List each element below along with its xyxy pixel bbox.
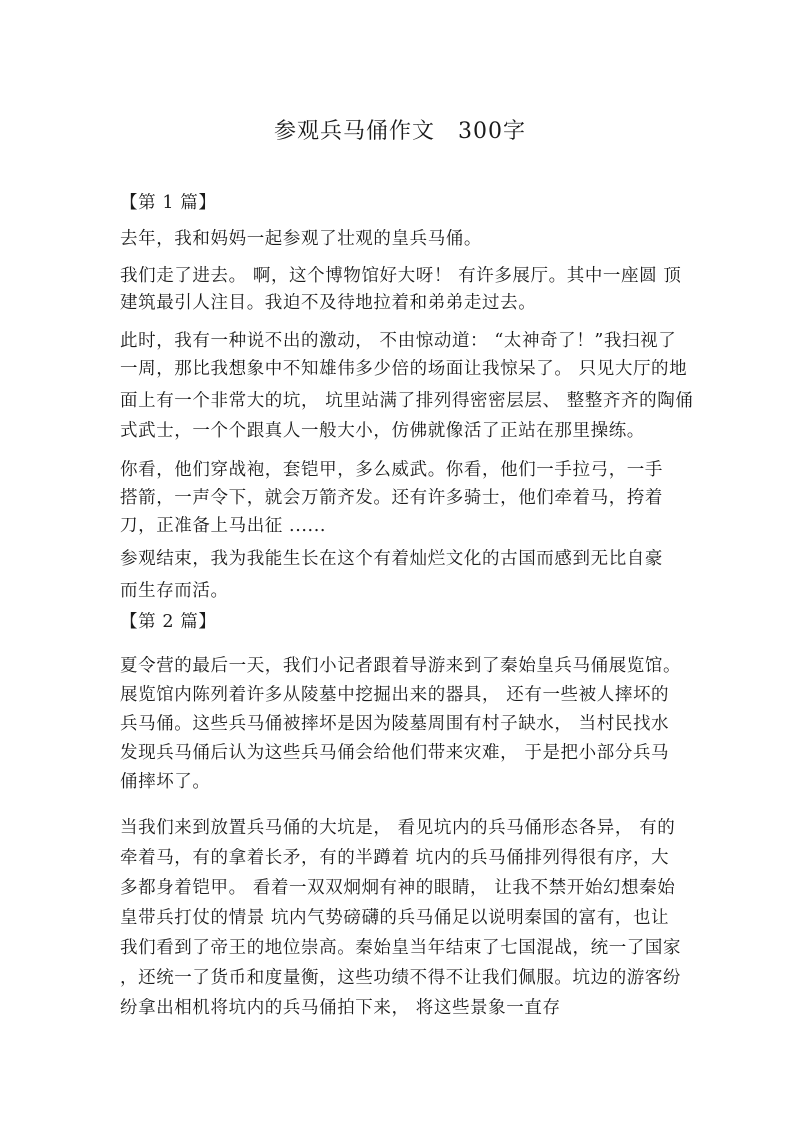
section-1-line-8: 你看，他们穿战袍，套铠甲，多么威武。你看，他们一手拉弓，一手 — [120, 460, 663, 480]
section-2-line-6: 当我们来到放置兵马俑的大坑是， 看见坑内的兵马俑形态各异， 有的 — [120, 818, 676, 838]
section-1-line-10: 刀，正准备上马出征 ...... — [120, 516, 327, 536]
section-1-line-9: 搭箭，一声令下，就会万箭齐发。还有许多骑士，他们牵着马，挎着 — [120, 488, 663, 508]
section-2-line-1: 夏令营的最后一天，我们小记者跟着导游来到了秦始皇兵马俑展览馆。 — [120, 656, 682, 676]
section-2-line-5: 俑摔坏了。 — [120, 772, 211, 792]
section-1-line-12: 而生存而活。 — [120, 581, 229, 601]
section-2-line-2: 展览馆内陈列着许多从陵墓中挖掘出来的器具， 还有一些被人摔坏的 — [120, 685, 670, 705]
section-1-line-5: 一周，那比我想象中不知雄伟多少倍的场面让我惊呆了。 只见大厅的地 — [120, 359, 688, 379]
section-1-heading: 【第 1 篇】 — [120, 193, 217, 213]
section-2-line-12: 纷拿出相机将坑内的兵马俑拍下来， 将这些景象一直存 — [120, 998, 561, 1018]
section-1-line-11: 参观结束，我为我能生长在这个有着灿烂文化的古国而感到无比自豪 — [120, 549, 663, 569]
section-1-line-4: 此时，我有一种说不出的激动， 不由惊动道： “太神奇了！”我扫视了 — [120, 331, 677, 351]
section-2-line-4: 发现兵马俑后认为这些兵马俑会给他们带来灾难， 于是把小部分兵马 — [120, 743, 670, 763]
section-1-line-6: 面上有一个非常大的坑， 坑里站满了排列得密密层层、 整整齐齐的陶俑 — [120, 391, 694, 411]
section-1-line-7: 式武士，一个个跟真人一般大小，仿佛就像活了正站在那里操练。 — [120, 421, 645, 441]
section-2-line-9: 皇带兵打仗的情景 坑内气势磅礴的兵马俑足以说明秦国的富有，也让 — [120, 908, 670, 928]
section-2-line-3: 兵马俑。这些兵马俑被摔坏是因为陵墓周围有村子缺水， 当村民找水 — [120, 714, 670, 734]
section-2-line-10: 我们看到了帝王的地位崇高。秦始皇当年结束了七国混战，统一了国家 — [120, 938, 682, 958]
section-1-line-2: 我们走了进去。 啊，这个博物馆好大呀！ 有许多展厅。其中一座圆 顶 — [120, 266, 682, 286]
section-2-line-11: ，还统一了货币和度量衡，这些功绩不得不让我们佩服。坑边的游客纷 — [120, 968, 682, 988]
section-1-line-3: 建筑最引人注目。我迫不及待地拉着和弟弟走过去。 — [120, 293, 537, 313]
essay-title: 参观兵马俑作文 300字 — [274, 119, 526, 144]
section-2-line-8: 多都身着铠甲。 看着一双双炯炯有神的眼睛， 让我不禁开始幻想秦始 — [120, 878, 676, 898]
section-2-heading: 【第 2 篇】 — [120, 612, 217, 632]
section-2-line-7: 牵着马，有的拿着长矛，有的半蹲着 坑内的兵马俑排列得很有序，大 — [120, 848, 670, 868]
section-1-line-1: 去年，我和妈妈一起参观了壮观的皇兵马俑。 — [120, 229, 482, 249]
